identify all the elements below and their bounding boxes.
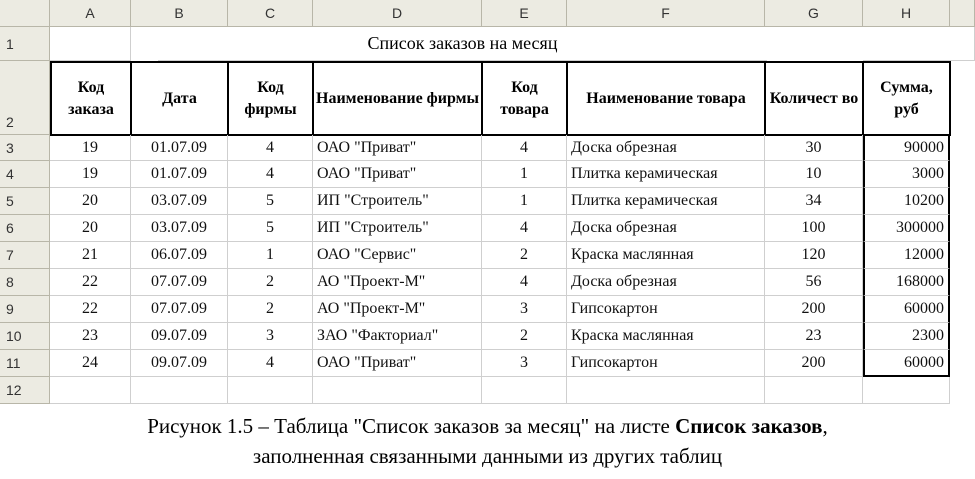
table-cell[interactable]: 56 (765, 269, 863, 296)
table-cell[interactable]: ОАО "Приват" (313, 350, 482, 377)
table-cell[interactable]: ИП "Строитель" (313, 188, 482, 215)
table-cell[interactable]: 1 (228, 242, 313, 269)
table-cell[interactable]: Плитка керамическая (567, 161, 765, 188)
table-cell[interactable]: Гипсокартон (567, 296, 765, 323)
sheet-title[interactable]: Список заказов на месяц (158, 27, 767, 61)
empty-cell[interactable] (863, 27, 975, 61)
table-cell[interactable]: 168000 (863, 269, 950, 296)
empty-cell[interactable] (863, 377, 950, 404)
table-cell[interactable]: 2 (482, 323, 567, 350)
column-header-e[interactable]: E (482, 0, 567, 27)
row-header-9[interactable]: 9 (0, 296, 50, 323)
table-cell[interactable]: 4 (228, 161, 313, 188)
figure-caption-line2: заполненная связанными данными из других таблиц (252, 444, 723, 468)
header-cell[interactable]: Код товара (481, 61, 568, 136)
caption-punct: , (822, 414, 828, 438)
table-cell[interactable]: 19 (50, 161, 131, 188)
header-cell[interactable]: Код заказа (50, 61, 132, 136)
column-header-c[interactable]: C (228, 0, 313, 27)
table-cell[interactable]: Доска обрезная (567, 135, 765, 161)
header-cell[interactable]: Код фирмы (227, 61, 314, 136)
table-cell[interactable]: 09.07.09 (131, 323, 228, 350)
table-cell[interactable]: 60000 (863, 296, 950, 323)
table-cell[interactable]: 12000 (863, 242, 950, 269)
empty-cell[interactable] (228, 377, 313, 404)
header-cell[interactable]: Наименование товара (566, 61, 766, 136)
table-cell[interactable]: 1 (482, 161, 567, 188)
empty-cell[interactable] (482, 377, 567, 404)
table-cell[interactable]: 03.07.09 (131, 215, 228, 242)
table-cell[interactable]: 10200 (863, 188, 950, 215)
row-header-2[interactable]: 2 (0, 61, 50, 135)
select-all-corner[interactable] (0, 0, 50, 27)
table-cell[interactable]: 4 (482, 269, 567, 296)
table-cell[interactable]: 5 (228, 188, 313, 215)
row-header-8[interactable]: 8 (0, 269, 50, 296)
table-cell[interactable]: 23 (765, 323, 863, 350)
row-header-7[interactable]: 7 (0, 242, 50, 269)
column-header-h[interactable]: H (863, 0, 950, 27)
column-header-g[interactable]: G (765, 0, 863, 27)
table-cell[interactable]: 5 (228, 215, 313, 242)
table-cell[interactable]: 3 (482, 350, 567, 377)
table-cell[interactable]: 200 (765, 350, 863, 377)
table-cell[interactable]: 3000 (863, 161, 950, 188)
table-cell[interactable]: ОАО "Приват" (313, 135, 482, 161)
table-cell[interactable]: ЗАО "Факториал" (313, 323, 482, 350)
row-header-3[interactable]: 3 (0, 135, 50, 161)
table-cell[interactable]: 06.07.09 (131, 242, 228, 269)
empty-cell[interactable] (50, 377, 131, 404)
empty-cell[interactable] (313, 377, 482, 404)
table-cell[interactable]: Плитка керамическая (567, 188, 765, 215)
table-cell[interactable]: Краска маслянная (567, 242, 765, 269)
table-cell[interactable]: 20 (50, 188, 131, 215)
table-cell[interactable]: ИП "Строитель" (313, 215, 482, 242)
table-cell[interactable]: 1 (482, 188, 567, 215)
table-cell[interactable]: 21 (50, 242, 131, 269)
table-cell[interactable]: 22 (50, 296, 131, 323)
table-cell[interactable]: Доска обрезная (567, 269, 765, 296)
table-cell[interactable]: 100 (765, 215, 863, 242)
header-cell[interactable]: Наименование фирмы (312, 61, 483, 136)
table-cell[interactable]: 4 (482, 135, 567, 161)
table-cell[interactable]: 4 (482, 215, 567, 242)
header-cell[interactable]: Сумма, руб (862, 61, 951, 136)
table-cell[interactable]: ОАО "Сервис" (313, 242, 482, 269)
table-cell[interactable]: 03.07.09 (131, 188, 228, 215)
empty-cell[interactable] (765, 377, 863, 404)
table-cell[interactable]: 34 (765, 188, 863, 215)
table-cell[interactable]: 01.07.09 (131, 135, 228, 161)
column-header-f[interactable]: F (567, 0, 765, 27)
row-header-6[interactable]: 6 (0, 215, 50, 242)
table-cell[interactable]: 300000 (863, 215, 950, 242)
empty-cell[interactable] (50, 27, 131, 61)
table-cell[interactable]: 23 (50, 323, 131, 350)
empty-cell[interactable] (567, 377, 765, 404)
table-cell[interactable]: 24 (50, 350, 131, 377)
table-cell[interactable]: Краска маслянная (567, 323, 765, 350)
table-cell[interactable]: 4 (228, 135, 313, 161)
table-cell[interactable]: 19 (50, 135, 131, 161)
table-cell[interactable]: 22 (50, 269, 131, 296)
table-cell[interactable]: 2 (228, 296, 313, 323)
table-cell[interactable]: 90000 (863, 135, 950, 161)
table-cell[interactable]: 60000 (863, 350, 950, 377)
table-cell[interactable]: 20 (50, 215, 131, 242)
table-cell[interactable]: 3 (482, 296, 567, 323)
column-header-filler (950, 0, 975, 27)
table-cell[interactable]: 120 (765, 242, 863, 269)
table-cell[interactable]: Гипсокартон (567, 350, 765, 377)
empty-cell[interactable] (131, 377, 228, 404)
row-header-12[interactable]: 12 (0, 377, 50, 404)
table-cell[interactable]: 3 (228, 323, 313, 350)
table-cell[interactable]: 2300 (863, 323, 950, 350)
table-cell[interactable]: Доска обрезная (567, 215, 765, 242)
table-cell[interactable]: ОАО "Приват" (313, 161, 482, 188)
table-cell[interactable]: 09.07.09 (131, 350, 228, 377)
table-cell[interactable]: 2 (482, 242, 567, 269)
table-cell[interactable]: АО "Проект-М" (313, 269, 482, 296)
table-cell[interactable]: АО "Проект-М" (313, 296, 482, 323)
row-header-10[interactable]: 10 (0, 323, 50, 350)
table-cell[interactable]: 200 (765, 296, 863, 323)
table-cell[interactable]: 4 (228, 350, 313, 377)
row-header-5[interactable]: 5 (0, 188, 50, 215)
caption-text: Рисунок 1.5 – Таблица "Список заказов за месяц" на листе (147, 414, 676, 438)
row-header-11[interactable]: 11 (0, 350, 50, 377)
table-cell[interactable]: 2 (228, 269, 313, 296)
table-cell[interactable]: 30 (765, 135, 863, 161)
column-header-d[interactable]: D (313, 0, 482, 27)
caption-bold-text: Список заказов (675, 414, 823, 438)
table-cell[interactable]: 07.07.09 (131, 269, 228, 296)
row-header-1[interactable]: 1 (0, 27, 50, 61)
column-header-a[interactable]: A (50, 0, 131, 27)
header-cell[interactable]: Дата (130, 61, 229, 136)
table-cell[interactable]: 01.07.09 (131, 161, 228, 188)
row-header-4[interactable]: 4 (0, 161, 50, 188)
table-cell[interactable]: 10 (765, 161, 863, 188)
column-header-b[interactable]: B (131, 0, 228, 27)
header-cell[interactable]: Количест во (764, 61, 864, 136)
figure-caption-line1 (0, 414, 975, 439)
table-cell[interactable]: 07.07.09 (131, 296, 228, 323)
